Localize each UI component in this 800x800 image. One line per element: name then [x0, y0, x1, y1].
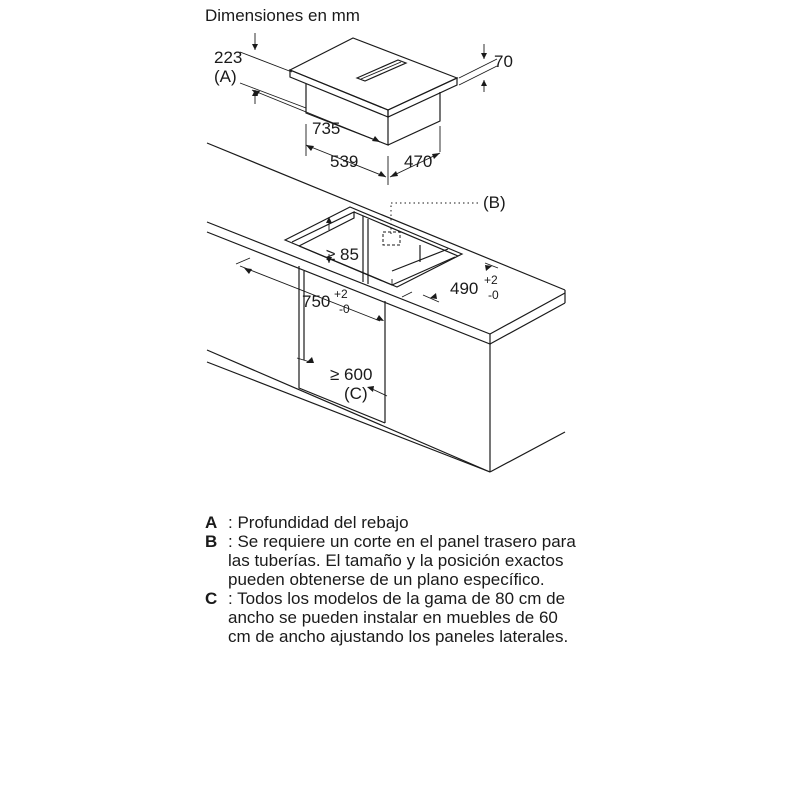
dim-490-label: 490	[450, 279, 479, 298]
legend-item-b	[205, 532, 585, 589]
dim-70-label: 70	[494, 52, 513, 71]
legend	[205, 513, 585, 646]
dim-750-tol-plus: +2	[334, 287, 348, 301]
dim-490-tol-plus: +2	[484, 273, 498, 287]
label-c: (C)	[344, 384, 368, 403]
dim-750-tol-minus: -0	[339, 302, 350, 316]
dim-600	[297, 357, 387, 403]
legend-key-a: A	[205, 513, 218, 532]
dim-70	[459, 44, 513, 92]
legend-key-c: C	[205, 589, 218, 608]
dim-539-label: 539	[330, 152, 359, 171]
diagram-title: Dimensiones en mm	[205, 6, 360, 25]
dim-735-label: 735	[312, 119, 341, 138]
legend-item-c	[205, 589, 585, 646]
dim-490-tol-minus: -0	[488, 288, 499, 302]
dim-223-label: 223	[214, 48, 243, 67]
legend-text-b: : Se requiere un corte en el panel trasero para las tuberías. El tamaño y la posición exactos pueden obtenerse de un plano específico.	[228, 532, 576, 589]
dim-85-label: ≥ 85	[326, 245, 359, 264]
legend-item-a	[205, 513, 585, 532]
legend-key-b: B	[205, 532, 218, 551]
dim-600-label: ≥ 600	[330, 365, 373, 384]
dim-470-label: 470	[404, 152, 433, 171]
dim-750	[236, 258, 384, 321]
legend-text-c: : Todos los modelos de la gama de 80 cm de ancho se pueden instalar en muebles de 60 cm de ancho ajustando los paneles laterales.	[228, 589, 569, 646]
label-a: (A)	[214, 67, 237, 86]
label-b: (B)	[483, 193, 506, 212]
legend-text-a: : Profundidad del rebajo	[228, 513, 409, 532]
countertop-drawing	[207, 143, 565, 472]
dim-735	[252, 90, 380, 142]
callout-b	[391, 193, 506, 234]
dim-750-label: 750	[302, 292, 331, 311]
dim-490	[402, 263, 499, 302]
